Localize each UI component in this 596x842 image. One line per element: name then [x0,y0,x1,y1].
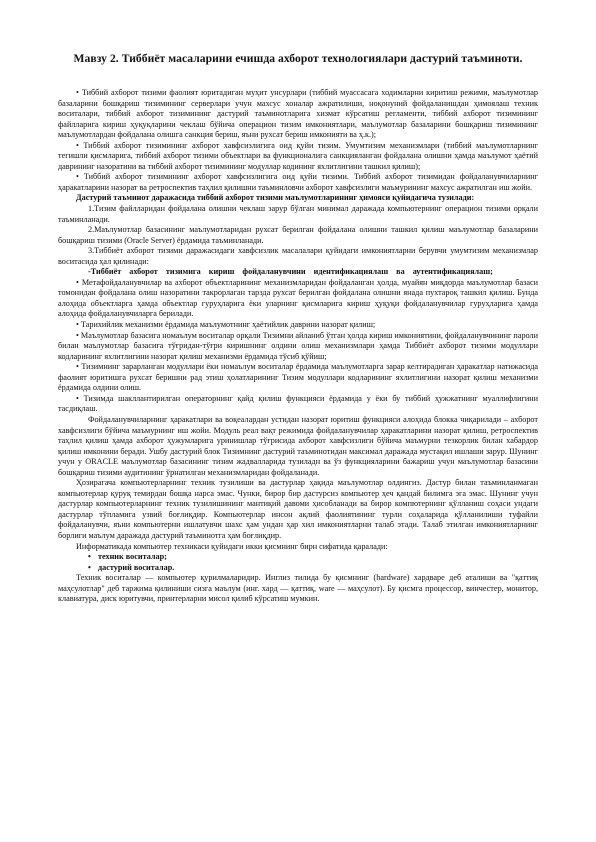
list-item: • дастурий воситалар. [58,563,538,574]
paragraph: • Маълумотлар базасига номаълум воситалар орқали Тизимни айланиб ўтган ҳолда кириш имкониятини, фойдаланувчининг пароли билан маълумотлар базасига тўғридан-тўғри киришнинг олдини олиш механизмлари ҳамда Тиббиёт ахборот тизими модуллари кодларининг яхлитлигини назорат қилиш механизми ёрдамида тўсиб қўйиш; [58,330,538,361]
paragraph: • Метафойдаланувчилар ва ахборот объектларининг механизмларидан фойдаланган ҳолда, муайян миқдорда маълумотлар базаси томонидан фойдалана олиш назоратини такрорлаган тарзда рухсат берилган фойдалана олишни янада пухтароқ ташкил қилиш. Бунда алоҳида объектларга ҳамда объектлар гуруҳларига ёки уларнинг қисмларига кириш ҳуқуқи фойдаланувчилар гуруҳларига ҳамда алоҳида фойдаланувчиларга берилади. [58,277,538,319]
dash-item: -Тиббиёт ахборот тизимига кириш фойдаланувчини идентификациялаш ва аутентификациялаш; [88,267,493,277]
paragraph: Ҳозирагача компьютерларнинг техник тузилиши ва дастурлар ҳақида маълумотлар олдингиз. Дастур билан таъминланмаган компьютерлар қуруқ темирдан бошқа нарса эмас. Чунки, бирор бир дастурсиз компьютер ҳеч қандай билимга эга эмас. Шунинг учун дастурлар компьютерларнинг техник тузилишининг мантиқий давоми ҳисобланади ва бирор компютернинг қўлланиш соҳаси ундаги дастурлар тўпламига узвий боғлиқдир. Компьютерлар инсон ақлий фаолиятининг турли соҳаларида қўлланилиши туфайли фойдаланувчи, яъни компьютерни ишлатувчи шахс ҳам ундан ҳар хил имкониятларни талаб этади. Талаб этилган имкониятларнинг борлиги маълум даражада дастурий таъминотга ҳам боғлиқдир. [58,478,538,540]
paragraph: Информатикада компьютер техникаси қуйидаги икки қисмнинг бирн сифатида қаралади: [76,541,388,551]
document-body [58,88,538,605]
paragraph: • Тиббий ахборот тизими фаолият юритадиган муҳит унсурлари (тиббий муассасага ходимларни киритиш режими, маълумотлар базаларини бошқариш тизимининг серверлари учун махсус хоналар ажратилиши, ноқонуний фойдаланишдан ҳимоялаш техник воситалари, тиббий ахборот тизимининг дастурий таъминотларига хизмат кўрсатиш регламенти, тиббий ахборот тизимининг файлларига кириш ҳуқуқларини чеклаш бўйича операцион тизим имкониятлари, маълумотлар базаларини бошқариш тизимининг маълумотлардан фойдалана олишга санкция бериш, яъни рухсат бериш имконияти ва ҳ.к.); [58,88,538,140]
section-heading: Дастурий таъминот даражасида тиббий ахборот тизими маълумотларининг ҳимояси қуйидагича тузилади: [76,193,475,203]
paragraph: • Тизимда шакллантирилган операторнинг қайд қилиш функцияси ёрдамида у ёки бу тиббий ҳужжатнинг муаллифлигини тасдиқлаш. [58,393,538,414]
list-item: • техник воситалар; [58,552,538,563]
paragraph: • Тиббий ахборот тизимининг ахборот хавфсизлигига оид қуйи тизими. Тиббий ахборот тизимидан фойдаланувчиларнинг ҳаракатларини назорат ва ретроспектив таҳлил қилишни таъминловчи ахборот хавфсизлиги маъмурининг махсус ажратилган иш жойи. [58,172,538,192]
paragraph: • Тарихийлик механизми ёрдамида маълумотнинг ҳаётийлик даврини назорат қилиш; [76,320,376,330]
paragraph: • Тиббий ахборот тизимининг ахборот хавфсизлигига оид қуйи тизим. Умумтизим механизмлари (тиббий маълумотларнинг тегишли қисмларига, тиббий ахборот тизими объектлари ва функционалига санкцияланган фойдалана олишни ҳамда маълумот ҳаётий даврининг назоратини ва тиббий ахборот тизимининг модуллар кодининг яхлитлигини ташкил қилиш); [58,140,538,171]
paragraph: Техник воситалар — компьютер қурилмаларидир. Инглиз тилида бу қисмнинг (hardware) хардварe деб аталиши ва "қаттиқ маҳсулотлар" деб таржима қилиниши сизга маълум (инг. хард — қаттиқ, wаre — маҳсулот). Бу қисмга процессор, винчестер, монитор, клавиатура, диск юритувчи, принтерларни мисол қилиб кўрсатиш мумкин. [58,573,538,604]
numbered-item: 3.Тиббиёт ахборот тизими даражасидаги хавфсизлик масалалари қуйидаги имкониятларни берувчи умумтизим механизмлар воситасида ҳал қилинади: [58,246,538,266]
page-title: Мавзу 2. Тиббиёт масаларини ечишда ахборот технологиялари дастурий таъминоти. [73,52,523,65]
paragraph: • Тизимнинг зарарланган модуллари ёки номаълум воситалар ёрдамида маълумотларга зарар келтирадиган ҳаракатлар натижасида фаолият юритишга рухсат беришни рад этиш ҳолатларининг Тизим модуллари кодларининг яхлитлигини назорат қилиш механизми ёрдамида олдини олиш. [58,362,538,393]
numbered-item: 2.Маълумотлар базасининг маълумотларидан рухсат берилган фойдалана олишни ташкил қилиш маълумотлар базаларини бошқариш тизими (Oracle Server) ёрдамида таъминланади. [58,225,538,245]
paragraph: Фойдаланувчиларнинг ҳаракатлари ва воқеалардан устидан назорат юритиш функцияси алоҳида блокка чиқарилади – ахборот хавфсизлиги бўйича маъмурнинг иш жойи. Модуль реал вақт режимида фойдаланувчилар ҳаракатларини назорат қилиш, ретроспектив таҳлил қилиш ҳамда ахборот ҳужумларига уринишлар тўғрисида ахборот хавфсизлиги бўйича маъмурни тезкорлик билан хабардор қилиш имконини беради. Ушбу дастурий блок Тизимнинг дастурий таъминотидан максимал даражада мустақил ишлаши зарур. Шунинг учун у ORACLE маълумотлар базасининг тизим жадвалларида тузиладн ва ўз функцияларини бажариш учун маълумотлар базасини бошқариш тизими аудитининг ўрнатилган механизмларидан фойдаланади. [58,414,538,477]
numbered-item: 1.Тизим файлларидан фойдалана олишни чеклаш зарур бўлган минимал даражада компьютернинг операцион тизими орқали таъминланади. [58,204,538,224]
